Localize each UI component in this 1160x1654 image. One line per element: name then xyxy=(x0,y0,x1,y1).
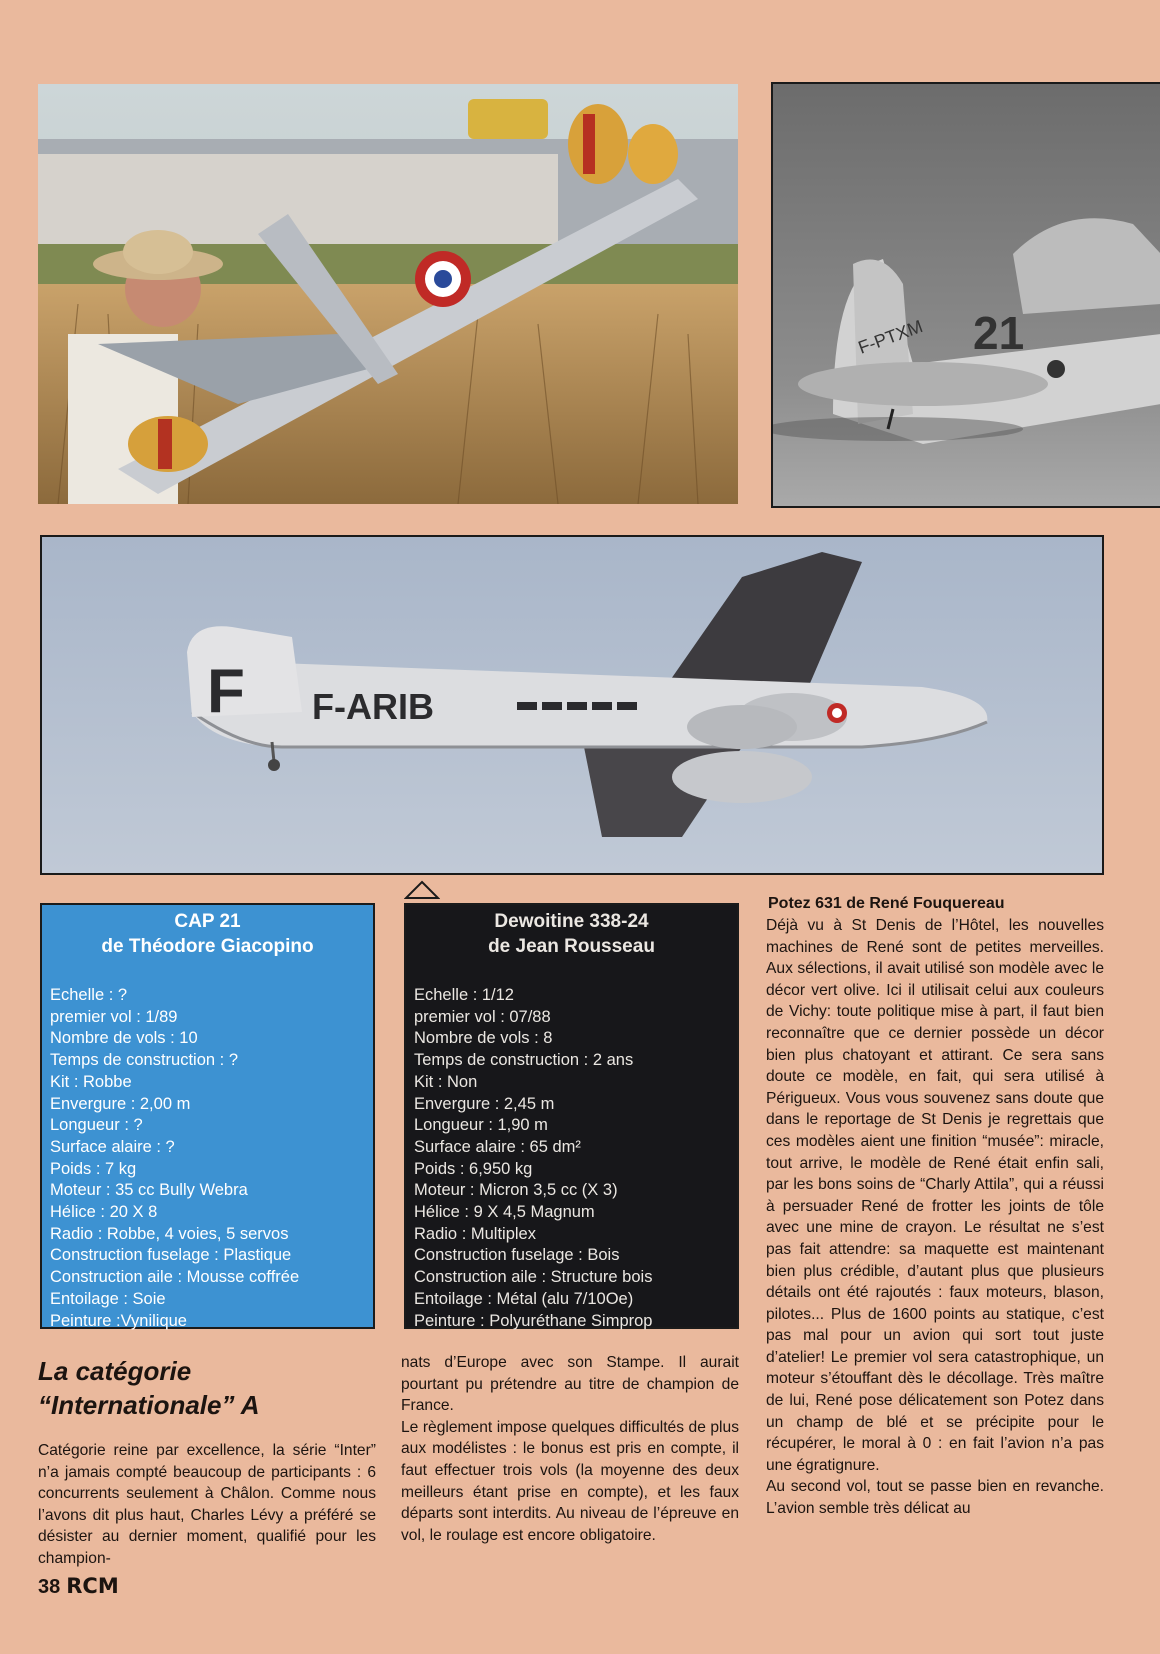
spec-item: Longueur : ? xyxy=(50,1116,143,1135)
spec-box-title: Dewoitine 338-24 de Jean Rousseau xyxy=(488,911,655,957)
up-triangle-icon xyxy=(404,880,440,900)
spec-item: Radio : Multiplex xyxy=(414,1224,536,1243)
spec-item: Envergure : 2,45 m xyxy=(414,1094,555,1113)
spec-item: Construction fuselage : Plastique xyxy=(50,1246,292,1265)
paragraph: nats d’Europe avec son Stampe. Il aurait pourtant pu prétendre au titre de champion de France. xyxy=(401,1354,739,1415)
spec-box-cap21 xyxy=(40,903,375,1329)
section-heading: La catégorie “Internationale” A xyxy=(38,1356,260,1420)
spec-item: Nombre de vols : 8 xyxy=(414,1029,553,1048)
page-footer xyxy=(38,1574,119,1599)
spec-item: Kit : Non xyxy=(414,1072,478,1091)
registration-text: F-ARIB xyxy=(312,686,434,727)
article-column-1 xyxy=(38,1440,376,1570)
spec-item: Nombre de vols : 10 xyxy=(50,1029,198,1048)
article-column-2 xyxy=(401,1352,739,1546)
spec-list xyxy=(42,985,373,1332)
potez-heading: Potez 631 de René Fouquereau xyxy=(768,895,1005,912)
spec-item: Envergure : 2,00 m xyxy=(50,1094,191,1113)
spec-item: Temps de construction : ? xyxy=(50,1051,239,1070)
spec-item: Hélice : 9 X 4,5 Magnum xyxy=(414,1203,595,1222)
spec-item: Surface alaire : ? xyxy=(50,1137,175,1156)
spec-box-title: CAP 21 de Théodore Giacopino xyxy=(101,911,314,957)
spec-item: Peinture :Vynilique xyxy=(50,1311,187,1330)
spec-item: Radio : Robbe, 4 voies, 5 servos xyxy=(50,1224,289,1243)
spec-item: Echelle : ? xyxy=(50,986,128,1004)
photo-potez-wheat-field xyxy=(38,84,738,504)
spec-item: Longueur : 1,90 m xyxy=(414,1116,548,1135)
spec-box-dewoitine xyxy=(404,903,739,1329)
svg-text:21: 21 xyxy=(973,307,1025,359)
paragraph: Déjà vu à St Denis de l’Hôtel, les nouvelles machines de René sont de petites merveilles. Aux sélections, il avait utilisé son modèle avec le décor vert olive. Ici il utilisait celui aux couleurs de Vichy: toute politique mise à part, il faut bien reconnaître que ce dernier possède un décor bien plus chatoyant et attirant. Ce sera sans doute ce modèle, en fait, qui sera utilisé à Périgueux. Vous vous souvenez sans doute que dans le reportage de St Denis je regrettais que ces modèles aient une finition “musée”: miracle, tout arrive, le modèle de René était enfin sali, par les bons soins de “Charly Attila”, qui a réussi à persuader René de frotter les joints de tôle avec une mine de crayon. Le résultat ne s’est pas fait attendre: sa maquette est maintenant bien plus crédible, d’autant plus que plusieurs détails ont été rajoutés : faux moteurs, blason, pilotes... Plus de 1600 points au statique, c’est pas mal pour un avion qui sort tout juste d’atelier! Le premier vol sera catastrophique, un moteur s’étouffant dès le décollage. Très maître de lui, René pose délicatement son Potez dans un champ de blé et se précipite pour le récupérer, le moral à 0 : en fait l’avion n’a pas une égratignure. xyxy=(766,917,1104,1474)
paragraph: Le règlement impose quelques difficultés de plus aux modélistes : le bonus est pris en compte, il faut effectuer trois vols (la moyenne des deux meilleurs étant prise en compte), et les faux départs sont interdits. Au niveau de l’épreuve en vol, le roulage est encore obligatoire. xyxy=(401,1418,739,1544)
spec-list xyxy=(406,985,737,1332)
spec-item: Entoilage : Métal (alu 7/10Oe) xyxy=(414,1289,634,1308)
photo-racer-bw xyxy=(771,82,1160,508)
magazine-logo: RCM xyxy=(66,1574,119,1598)
spec-item: Temps de construction : 2 ans xyxy=(414,1051,634,1070)
spec-item: Poids : 7 kg xyxy=(50,1159,137,1178)
spec-item: Surface alaire : 65 dm² xyxy=(414,1137,581,1156)
spec-item: Poids : 6,950 kg xyxy=(414,1159,533,1178)
svg-text:F-PTXM: F-PTXM xyxy=(855,316,926,358)
paragraph: Catégorie reine par excellence, la série “Inter” n’a jamais compté beaucoup de participants : 6 concurrents seulement à Châlon. Comme nous l’avons dit plus haut, Charles Lévy a préféré se désister au dernier moment, qualifié pour les champion- xyxy=(38,1442,376,1567)
spec-item: Entoilage : Soie xyxy=(50,1289,166,1308)
spec-item: Hélice : 20 X 8 xyxy=(50,1203,158,1222)
photo-dewoitine-flight xyxy=(40,535,1104,875)
spec-item: Peinture : Polyuréthane Simprop xyxy=(414,1311,653,1330)
spec-item: Kit : Robbe xyxy=(50,1072,132,1091)
paragraph: Au second vol, tout se passe bien en revanche. L’avion semble très délicat au xyxy=(766,1478,1104,1518)
spec-item: premier vol : 07/88 xyxy=(414,1007,551,1026)
svg-text:F: F xyxy=(207,657,245,726)
spec-item: Construction aile : Structure bois xyxy=(414,1268,653,1287)
page-number: 38 xyxy=(38,1576,61,1598)
spec-item: Construction aile : Mousse coffrée xyxy=(50,1268,300,1287)
spec-item: Moteur : 35 cc Bully Webra xyxy=(50,1181,248,1200)
spec-item: Construction fuselage : Bois xyxy=(414,1246,620,1265)
article-column-3 xyxy=(766,915,1104,1520)
spec-item: Echelle : 1/12 xyxy=(414,986,514,1004)
spec-item: premier vol : 1/89 xyxy=(50,1007,178,1026)
spec-item: Moteur : Micron 3,5 cc (X 3) xyxy=(414,1181,618,1200)
